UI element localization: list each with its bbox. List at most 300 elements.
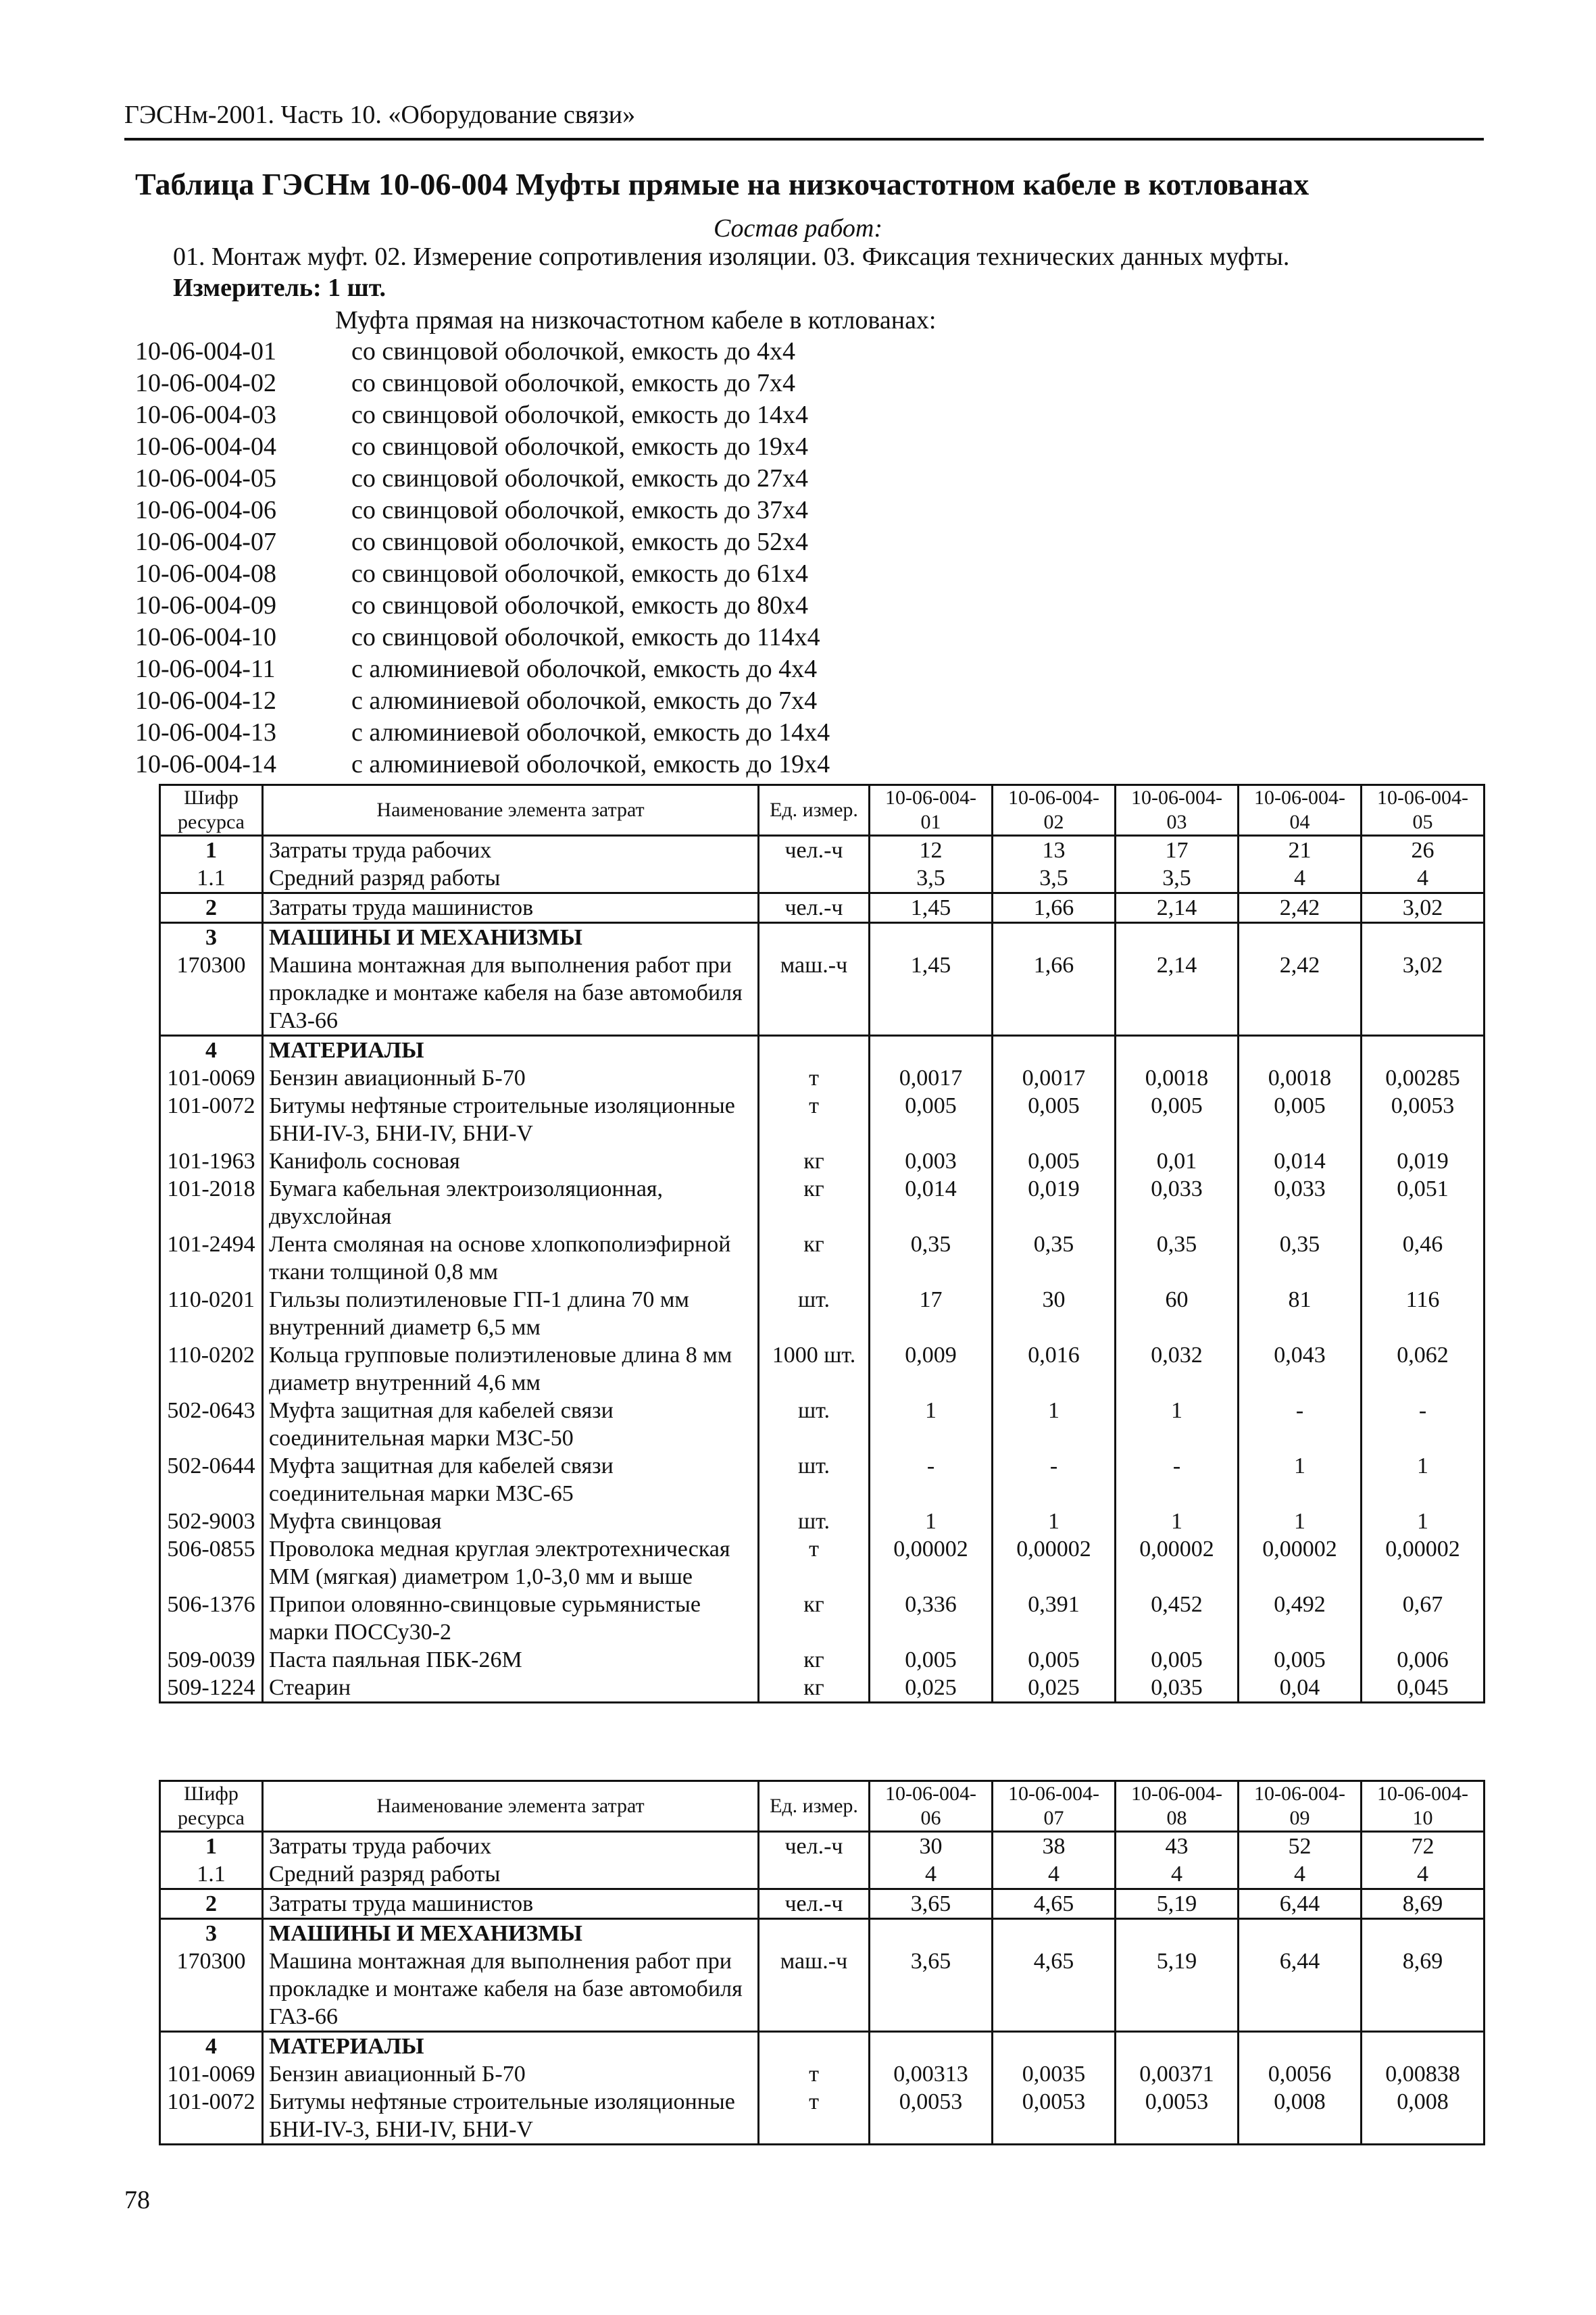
resource-code: 101-1963 [160,1147,263,1175]
norm-value: 0,35 [870,1230,993,1286]
header-variant: 10-06-004-07 [993,1781,1116,1832]
header-unit: Ед. измер. [759,785,870,836]
norm-value: 0,00002 [1239,1535,1362,1591]
resource-code: 509-0039 [160,1646,263,1674]
norm-value: 1 [993,1508,1116,1535]
measure-unit [759,923,870,952]
norm-value [1116,1036,1239,1065]
table-header-row [160,1781,1485,1832]
resource-code: 502-0644 [160,1452,263,1508]
cost-element-name: Муфта защитная для кабелей связи соединительная марки МЗС-65 [263,1452,759,1508]
norm-value: 3,65 [870,1889,993,1919]
resource-code: 101-2018 [160,1175,263,1230]
variant-description: со свинцовой оболочкой, емкость до 37х4 [351,496,809,524]
norm-value: 0,008 [1239,2088,1362,2145]
norm-value: - [1116,1452,1239,1508]
norm-value [870,2032,993,2061]
table-row [160,893,1485,923]
norm-value: 0,0053 [870,2088,993,2145]
norm-value: 0,005 [1239,1092,1362,1147]
resource-code: 1.1 [160,864,263,893]
header-code: Шифр ресурса [160,785,263,836]
norm-value: 0,005 [993,1147,1116,1175]
norm-value: 0,452 [1116,1591,1239,1646]
norm-value: 6,44 [1239,1889,1362,1919]
running-header: ГЭСНм-2001. Часть 10. «Оборудование связи» [124,101,636,129]
resource-code: 506-1376 [160,1591,263,1646]
norm-value: 0,014 [1239,1147,1362,1175]
table-header-row [160,785,1485,836]
norm-value: 5,19 [1116,1947,1239,2032]
header-variant: 10-06-004-08 [1116,1781,1239,1832]
norm-value: 1 [1239,1452,1362,1508]
resource-code: 506-0855 [160,1535,263,1591]
variant-description: с алюминиевой оболочкой, емкость до 14х4 [351,718,830,747]
norm-value: 3,5 [1116,864,1239,893]
cost-element-name: Кольца групповые полиэтиленовые длина 8 мм диаметр внутренний 4,6 мм [263,1341,759,1397]
norm-value: 0,045 [1362,1674,1485,1703]
norm-value [993,1036,1116,1065]
variant-item [135,400,830,432]
cost-element-name: Припои оловянно-свинцовые сурьмянистые марки ПОССу30-2 [263,1591,759,1646]
norm-value: 0,00371 [1116,2060,1239,2088]
cost-element-name: Муфта свинцовая [263,1508,759,1535]
table-row [160,1832,1485,1861]
norm-value: 0,492 [1239,1591,1362,1646]
table-row [160,1397,1485,1452]
unit-of-measure: Измеритель: 1 шт. [173,274,386,302]
variant-item [135,749,830,781]
measure-unit: маш.-ч [759,1947,870,2032]
norm-value: 4 [1362,864,1485,893]
variant-item [135,686,830,718]
norm-value: 0,00002 [993,1535,1116,1591]
resource-code: 3 [160,923,263,952]
cost-element-name: Затраты труда рабочих [263,836,759,865]
norm-value: 0,35 [993,1230,1116,1286]
table-row [160,923,1485,952]
norm-value: 0,00002 [1116,1535,1239,1591]
norm-value: 8,69 [1362,1947,1485,2032]
resource-code: 1.1 [160,1860,263,1889]
table-row [160,1230,1485,1286]
norm-value: 0,025 [993,1674,1116,1703]
norm-value: 1,66 [993,951,1116,1036]
variant-code: 10-06-004-01 [135,337,276,366]
table-row [160,1508,1485,1535]
cost-element-name: Затраты труда рабочих [263,1832,759,1861]
norm-value: 0,035 [1116,1674,1239,1703]
norm-value: 0,46 [1362,1230,1485,1286]
norm-value: 0,019 [1362,1147,1485,1175]
table-row [160,2088,1485,2145]
norm-value [993,2032,1116,2061]
norm-value: 1 [993,1397,1116,1452]
resource-code: 1 [160,836,263,865]
cost-element-name: Средний разряд работы [263,1860,759,1889]
norm-value: 0,0035 [993,2060,1116,2088]
resource-code: 1 [160,1832,263,1861]
variant-description: со свинцовой оболочкой, емкость до 52х4 [351,528,809,556]
norm-value [1362,1036,1485,1065]
variant-code: 10-06-004-11 [135,655,276,683]
norm-value: - [993,1452,1116,1508]
resource-code: 170300 [160,951,263,1036]
norm-value [1239,1919,1362,1948]
norm-value: 0,67 [1362,1591,1485,1646]
variant-list [135,337,830,781]
norm-value [1239,2032,1362,2061]
norm-value: 0,016 [993,1341,1116,1397]
header-rule [124,138,1484,141]
composition-text: 01. Монтаж муфт. 02. Измерение сопротивления изоляции. 03. Фиксация технических данных муфты. [173,243,1290,271]
norm-value: 0,005 [993,1092,1116,1147]
norm-value: 81 [1239,1286,1362,1341]
cost-element-name: Паста паяльная ПБК-26М [263,1646,759,1674]
variant-code: 10-06-004-10 [135,623,276,651]
norm-value: 0,00002 [870,1535,993,1591]
norm-value: 3,65 [870,1947,993,2032]
cost-element-name: МАТЕРИАЛЫ [263,1036,759,1065]
header-variant: 10-06-004-04 [1239,785,1362,836]
measure-unit: шт. [759,1397,870,1452]
variant-description: со свинцовой оболочкой, емкость до 27х4 [351,464,809,493]
resource-code: 509-1224 [160,1674,263,1703]
norm-value: 4 [993,1860,1116,1889]
norm-value: - [870,1452,993,1508]
norm-value: 4 [1362,1860,1485,1889]
measure-unit [759,864,870,893]
table-title: Таблица ГЭСНм 10-06-004 Муфты прямые на низкочастотном кабеле в котлованах [135,167,1310,201]
header-name: Наименование элемента затрат [263,785,759,836]
table-row [160,1286,1485,1341]
variant-code: 10-06-004-03 [135,401,276,429]
norm-value: 116 [1362,1286,1485,1341]
norm-value: 0,0053 [1362,1092,1485,1147]
norm-value: 0,0053 [993,2088,1116,2145]
norm-value: 12 [870,836,993,865]
variant-item [135,495,830,527]
norm-value: 1 [1116,1397,1239,1452]
norm-value: 0,025 [870,1674,993,1703]
norm-value: 52 [1239,1832,1362,1861]
measure-unit [759,1036,870,1065]
cost-element-name: МАТЕРИАЛЫ [263,2032,759,2061]
norm-value: 1 [1362,1508,1485,1535]
header-variant: 10-06-004-10 [1362,1781,1485,1832]
norm-value: 0,35 [1239,1230,1362,1286]
norm-value [1239,1036,1362,1065]
variant-description: с алюминиевой оболочкой, емкость до 4х4 [351,655,818,683]
cost-element-name: Машина монтажная для выполнения работ при прокладке и монтаже кабеля на базе автомобиля ГАЗ-66 [263,1947,759,2032]
norm-value: 2,14 [1116,951,1239,1036]
norm-value: 1,45 [870,951,993,1036]
variant-description: со свинцовой оболочкой, емкость до 4х4 [351,337,796,366]
norm-value [1116,1919,1239,1948]
norm-value: 1 [870,1508,993,1535]
variant-code: 10-06-004-13 [135,718,276,747]
norm-value: 4 [1239,1860,1362,1889]
cost-element-name: Битумы нефтяные строительные изоляционные БНИ-IV-3, БНИ-IV, БНИ-V [263,1092,759,1147]
table-row [160,1036,1485,1065]
norm-value: 2,42 [1239,951,1362,1036]
cost-element-name: Машина монтажная для выполнения работ при прокладке и монтаже кабеля на базе автомобиля ГАЗ-66 [263,951,759,1036]
variant-description: с алюминиевой оболочкой, емкость до 7х4 [351,687,818,715]
measure-unit: т [759,1535,870,1591]
norm-value: 0,062 [1362,1341,1485,1397]
resource-code: 101-0072 [160,2088,263,2145]
norm-value: 1,45 [870,893,993,923]
resource-code: 4 [160,2032,263,2061]
resource-code: 101-0072 [160,1092,263,1147]
norm-value: 4 [1239,864,1362,893]
cost-element-name: Муфта защитная для кабелей связи соединительная марки МЗС-50 [263,1397,759,1452]
norm-value: 17 [1116,836,1239,865]
norm-value: 0,005 [1239,1646,1362,1674]
norm-value: 1,66 [993,893,1116,923]
cost-element-name: Канифоль сосновая [263,1147,759,1175]
norm-value: 0,003 [870,1147,993,1175]
norm-value: 8,69 [1362,1889,1485,1919]
measure-unit: т [759,2060,870,2088]
norm-value: 26 [1362,836,1485,865]
table-row [160,864,1485,893]
norm-value: 0,005 [1116,1092,1239,1147]
norm-value: 0,0017 [870,1064,993,1092]
measure-unit: т [759,1092,870,1147]
norm-value: 72 [1362,1832,1485,1861]
norm-value: 30 [870,1832,993,1861]
measure-unit: маш.-ч [759,951,870,1036]
resource-code: 3 [160,1919,263,1948]
variant-code: 10-06-004-02 [135,369,276,397]
header-name: Наименование элемента затрат [263,1781,759,1832]
table-row [160,1674,1485,1703]
norm-value: 0,0018 [1116,1064,1239,1092]
norm-value: 0,00313 [870,2060,993,2088]
norm-value: 1 [1116,1508,1239,1535]
table-row [160,1452,1485,1508]
norm-value [1116,2032,1239,2061]
norm-value: 0,0056 [1239,2060,1362,2088]
norm-value: 3,02 [1362,951,1485,1036]
header-code: Шифр ресурса [160,1781,263,1832]
norm-value: 4,65 [993,1947,1116,2032]
cost-element-name: Средний разряд работы [263,864,759,893]
norm-value: - [1239,1397,1362,1452]
table-row [160,1535,1485,1591]
measure-unit: чел.-ч [759,1889,870,1919]
variant-item [135,622,830,654]
norm-value [993,923,1116,952]
header-variant: 10-06-004-05 [1362,785,1485,836]
table-row [160,1092,1485,1147]
variant-item [135,464,830,495]
norm-value: 0,336 [870,1591,993,1646]
variant-description: со свинцовой оболочкой, емкость до 19х4 [351,432,809,461]
header-variant: 10-06-004-02 [993,785,1116,836]
variant-code: 10-06-004-07 [135,528,276,556]
cost-element-name: МАШИНЫ И МЕХАНИЗМЫ [263,1919,759,1948]
measure-unit: шт. [759,1508,870,1535]
norm-value: 0,005 [1116,1646,1239,1674]
cost-element-name: Затраты труда машинистов [263,893,759,923]
norm-value: 0,005 [993,1646,1116,1674]
norm-value: 0,00838 [1362,2060,1485,2088]
variant-item [135,559,830,591]
norm-value: 43 [1116,1832,1239,1861]
norm-value: 0,0018 [1239,1064,1362,1092]
table-row [160,2032,1485,2061]
norm-value: 0,005 [870,1092,993,1147]
measure-unit: кг [759,1230,870,1286]
norm-value: 3,5 [993,864,1116,893]
norm-value: 4 [1116,1860,1239,1889]
norm-value: 2,14 [1116,893,1239,923]
norm-value [1362,2032,1485,2061]
table-row [160,951,1485,1036]
norm-value: 0,005 [870,1646,993,1674]
norm-value: 3,02 [1362,893,1485,923]
cost-table-2 [159,1780,1485,2145]
table-row [160,1147,1485,1175]
variant-item [135,527,830,559]
resource-code: 170300 [160,1947,263,2032]
variant-code: 10-06-004-14 [135,750,276,778]
norm-value [1362,1919,1485,1948]
measure-unit: шт. [759,1452,870,1508]
resource-code: 502-0643 [160,1397,263,1452]
table-row [160,1591,1485,1646]
norm-value: 0,009 [870,1341,993,1397]
norm-value: 17 [870,1286,993,1341]
variant-item [135,337,830,368]
variant-description: со свинцовой оболочкой, емкость до 114х4 [351,623,820,651]
variant-item [135,432,830,464]
measure-unit: 1000 шт. [759,1341,870,1397]
variant-item [135,718,830,749]
resource-code: 101-2494 [160,1230,263,1286]
variant-item [135,654,830,686]
resource-code: 4 [160,1036,263,1065]
norm-value: - [1362,1397,1485,1452]
norm-value: 0,0053 [1116,2088,1239,2145]
measure-unit: кг [759,1175,870,1230]
measure-unit: кг [759,1147,870,1175]
table-row [160,1860,1485,1889]
norm-value: 5,19 [1116,1889,1239,1919]
norm-value [1362,923,1485,952]
cost-element-name: Стеарин [263,1674,759,1703]
variant-description: со свинцовой оболочкой, емкость до 80х4 [351,591,809,620]
table-row [160,1919,1485,1948]
cost-element-name: Лента смоляная на основе хлопкополиэфирной ткани толщиной 0,8 мм [263,1230,759,1286]
measure-unit: кг [759,1674,870,1703]
measure-unit: т [759,1064,870,1092]
resource-code: 101-0069 [160,1064,263,1092]
norm-value: 38 [993,1832,1116,1861]
resource-code: 101-0069 [160,2060,263,2088]
variant-code: 10-06-004-05 [135,464,276,493]
measure-unit: кг [759,1591,870,1646]
table-row [160,1889,1485,1919]
header-variant: 10-06-004-03 [1116,785,1239,836]
norm-value [870,1036,993,1065]
norm-value: 0,01 [1116,1147,1239,1175]
table-row [160,1175,1485,1230]
norm-value: 6,44 [1239,1947,1362,2032]
norm-value: 0,0017 [993,1064,1116,1092]
cost-element-name: Гильзы полиэтиленовые ГП-1 длина 70 мм внутренний диаметр 6,5 мм [263,1286,759,1341]
norm-value: 1 [1239,1508,1362,1535]
resource-code: 2 [160,1889,263,1919]
variant-item [135,368,830,400]
variant-description: со свинцовой оболочкой, емкость до 7х4 [351,369,796,397]
measure-unit: кг [759,1646,870,1674]
variant-code: 10-06-004-09 [135,591,276,620]
norm-value: 4,65 [993,1889,1116,1919]
cost-element-name: Битумы нефтяные строительные изоляционные БНИ-IV-3, БНИ-IV, БНИ-V [263,2088,759,2145]
measure-unit [759,2032,870,2061]
table-row [160,1341,1485,1397]
norm-value [870,923,993,952]
norm-value: 1 [870,1397,993,1452]
measure-unit: чел.-ч [759,893,870,923]
table-row [160,1064,1485,1092]
measure-unit: т [759,2088,870,2145]
variant-code: 10-06-004-08 [135,559,276,588]
norm-value [993,1919,1116,1948]
norm-value: 0,019 [993,1175,1116,1230]
cost-element-name: Затраты труда машинистов [263,1889,759,1919]
norm-value: 2,42 [1239,893,1362,923]
variant-code: 10-06-004-06 [135,496,276,524]
norm-value: 0,014 [870,1175,993,1230]
header-variant: 10-06-004-09 [1239,1781,1362,1832]
norm-value: 0,00002 [1362,1535,1485,1591]
measure-unit: чел.-ч [759,1832,870,1861]
page-number: 78 [124,2186,150,2214]
norm-value: 0,043 [1239,1341,1362,1397]
cost-table-1 [159,784,1485,1703]
norm-value: 13 [993,836,1116,865]
norm-value: 0,35 [1116,1230,1239,1286]
norm-value: 21 [1239,836,1362,865]
norm-value: 0,391 [993,1591,1116,1646]
norm-value: 0,051 [1362,1175,1485,1230]
variant-code: 10-06-004-04 [135,432,276,461]
norm-value: 0,006 [1362,1646,1485,1674]
header-unit: Ед. измер. [759,1781,870,1832]
norm-value: 0,033 [1116,1175,1239,1230]
variant-code: 10-06-004-12 [135,687,276,715]
norm-value: 1 [1362,1452,1485,1508]
norm-value: 60 [1116,1286,1239,1341]
variant-description: с алюминиевой оболочкой, емкость до 19х4 [351,750,830,778]
variant-description: со свинцовой оболочкой, емкость до 14х4 [351,401,809,429]
cost-element-name: Бензин авиационный Б-70 [263,2060,759,2088]
table-row [160,2060,1485,2088]
resource-code: 110-0202 [160,1341,263,1397]
table-row [160,1646,1485,1674]
norm-value: 3,5 [870,864,993,893]
measure-unit [759,1919,870,1948]
variant-description: со свинцовой оболочкой, емкость до 61х4 [351,559,809,588]
cost-element-name: Бумага кабельная электроизоляционная, двухслойная [263,1175,759,1230]
table-row [160,836,1485,865]
variant-item [135,591,830,622]
norm-value [1116,923,1239,952]
